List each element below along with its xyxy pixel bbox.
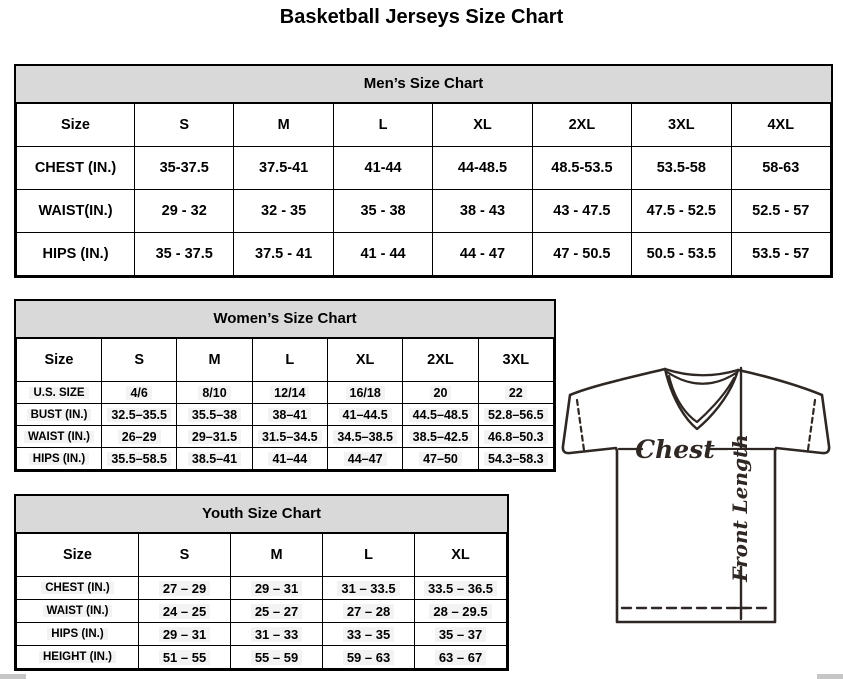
cell-value: 37.5 - 41 [234, 233, 333, 276]
cell-value: 51 – 55 [139, 646, 231, 669]
table-row [17, 600, 507, 623]
cell-value: 52.8–56.5 [478, 404, 553, 426]
cell-value: 38.5–42.5 [403, 426, 478, 448]
cell-value: 50.5 - 53.5 [632, 233, 731, 276]
row-label: BUST (IN.) [17, 404, 102, 426]
cell-value: 24 – 25 [139, 600, 231, 623]
row-label: HIPS (IN.) [17, 448, 102, 470]
cell-value: 33 – 35 [323, 623, 415, 646]
left-sleeve-dashed-line [577, 400, 584, 450]
col-header: 3XL [478, 339, 553, 382]
cell-value: 35.5–38 [177, 404, 252, 426]
row-label: CHEST (IN.) [17, 577, 139, 600]
page-title: Basketball Jerseys Size Chart [279, 6, 564, 28]
cell-value: 29 - 32 [135, 190, 234, 233]
row-label: CHEST (IN.) [17, 147, 135, 190]
col-header: 2XL [532, 104, 631, 147]
cell-value: 63 – 67 [415, 646, 507, 669]
col-header: XL [433, 104, 532, 147]
col-header: Size [17, 104, 135, 147]
womens-table [16, 338, 554, 470]
table-row [17, 190, 831, 233]
cell-value: 48.5-53.5 [532, 147, 631, 190]
cell-value: 43 - 47.5 [532, 190, 631, 233]
cell-value: 8/10 [177, 382, 252, 404]
youth-header-row [17, 534, 507, 577]
cell-value: 55 – 59 [231, 646, 323, 669]
cell-value: 54.3–58.3 [478, 448, 553, 470]
cell-value: 44–47 [327, 448, 402, 470]
mens-chart-title: Men’s Size Chart [16, 66, 831, 103]
col-header: S [139, 534, 231, 577]
col-header: Size [17, 534, 139, 577]
cell-value: 35 - 38 [333, 190, 432, 233]
cell-value: 4/6 [102, 382, 177, 404]
cell-value: 53.5 - 57 [731, 233, 830, 276]
table-row [17, 448, 554, 470]
youth-size-chart [14, 494, 509, 671]
row-label: WAIST (IN.) [17, 600, 139, 623]
right-sleeve-dashed-line [808, 400, 815, 450]
col-header: 2XL [403, 339, 478, 382]
cell-value: 41 - 44 [333, 233, 432, 276]
col-header: M [231, 534, 323, 577]
cell-value: 59 – 63 [323, 646, 415, 669]
cell-value: 25 – 27 [231, 600, 323, 623]
cell-value: 27 – 29 [139, 577, 231, 600]
row-label: WAIST (IN.) [17, 426, 102, 448]
jersey-outline [563, 369, 829, 622]
mens-table [16, 103, 831, 276]
cell-value: 20 [403, 382, 478, 404]
table-row [17, 577, 507, 600]
cell-value: 33.5 – 36.5 [415, 577, 507, 600]
cell-value: 32.5–35.5 [102, 404, 177, 426]
cell-value: 12/14 [252, 382, 327, 404]
col-header: 3XL [632, 104, 731, 147]
cell-value: 29–31.5 [177, 426, 252, 448]
col-header: L [333, 104, 432, 147]
table-row [17, 426, 554, 448]
cell-value: 53.5-58 [632, 147, 731, 190]
womens-header-row [17, 339, 554, 382]
chest-label: Chest [635, 435, 715, 464]
table-row [17, 382, 554, 404]
cell-value: 47–50 [403, 448, 478, 470]
col-header: L [323, 534, 415, 577]
cell-value: 27 – 28 [323, 600, 415, 623]
cell-value: 37.5-41 [234, 147, 333, 190]
cell-value: 31 – 33.5 [323, 577, 415, 600]
cell-value: 47 - 50.5 [532, 233, 631, 276]
scroll-right-button[interactable] [817, 674, 843, 679]
cell-value: 35 – 37 [415, 623, 507, 646]
cell-value: 41–44.5 [327, 404, 402, 426]
cell-value: 41–44 [252, 448, 327, 470]
scroll-left-button[interactable] [0, 674, 26, 679]
mens-header-row [17, 104, 831, 147]
cell-value: 44.5–48.5 [403, 404, 478, 426]
col-header: Size [17, 339, 102, 382]
table-row [17, 233, 831, 276]
youth-chart-title: Youth Size Chart [16, 496, 507, 533]
womens-chart-title: Women’s Size Chart [16, 301, 554, 338]
cell-value: 52.5 - 57 [731, 190, 830, 233]
table-row [17, 404, 554, 426]
cell-value: 34.5–38.5 [327, 426, 402, 448]
col-header: M [177, 339, 252, 382]
row-label: HIPS (IN.) [17, 233, 135, 276]
cell-value: 44-48.5 [433, 147, 532, 190]
front-length-label: Front Length [728, 434, 752, 582]
table-row [17, 646, 507, 669]
cell-value: 46.8–50.3 [478, 426, 553, 448]
cell-value: 44 - 47 [433, 233, 532, 276]
cell-value: 58-63 [731, 147, 830, 190]
collar-top-arc [665, 369, 738, 375]
cell-value: 31.5–34.5 [252, 426, 327, 448]
col-header: S [135, 104, 234, 147]
col-header: S [102, 339, 177, 382]
cell-value: 26–29 [102, 426, 177, 448]
cell-value: 47.5 - 52.5 [632, 190, 731, 233]
cell-value: 38 - 43 [433, 190, 532, 233]
cell-value: 35.5–58.5 [102, 448, 177, 470]
cell-value: 22 [478, 382, 553, 404]
cell-value: 35-37.5 [135, 147, 234, 190]
cell-value: 16/18 [327, 382, 402, 404]
cell-value: 35 - 37.5 [135, 233, 234, 276]
cell-value: 38.5–41 [177, 448, 252, 470]
jersey-diagram [556, 358, 836, 628]
col-header: M [234, 104, 333, 147]
mens-size-chart [14, 64, 833, 278]
cell-value: 31 – 33 [231, 623, 323, 646]
cell-value: 28 – 29.5 [415, 600, 507, 623]
col-header: 4XL [731, 104, 830, 147]
cell-value: 41-44 [333, 147, 432, 190]
row-label: HIPS (IN.) [17, 623, 139, 646]
womens-size-chart [14, 299, 556, 472]
row-label: HEIGHT (IN.) [17, 646, 139, 669]
cell-value: 29 – 31 [139, 623, 231, 646]
youth-table [16, 533, 507, 669]
cell-value: 29 – 31 [231, 577, 323, 600]
col-header: XL [415, 534, 507, 577]
row-label: WAIST(IN.) [17, 190, 135, 233]
cell-value: 38–41 [252, 404, 327, 426]
table-row [17, 147, 831, 190]
col-header: L [252, 339, 327, 382]
row-label: U.S. SIZE [17, 382, 102, 404]
table-row [17, 623, 507, 646]
col-header: XL [327, 339, 402, 382]
cell-value: 32 - 35 [234, 190, 333, 233]
